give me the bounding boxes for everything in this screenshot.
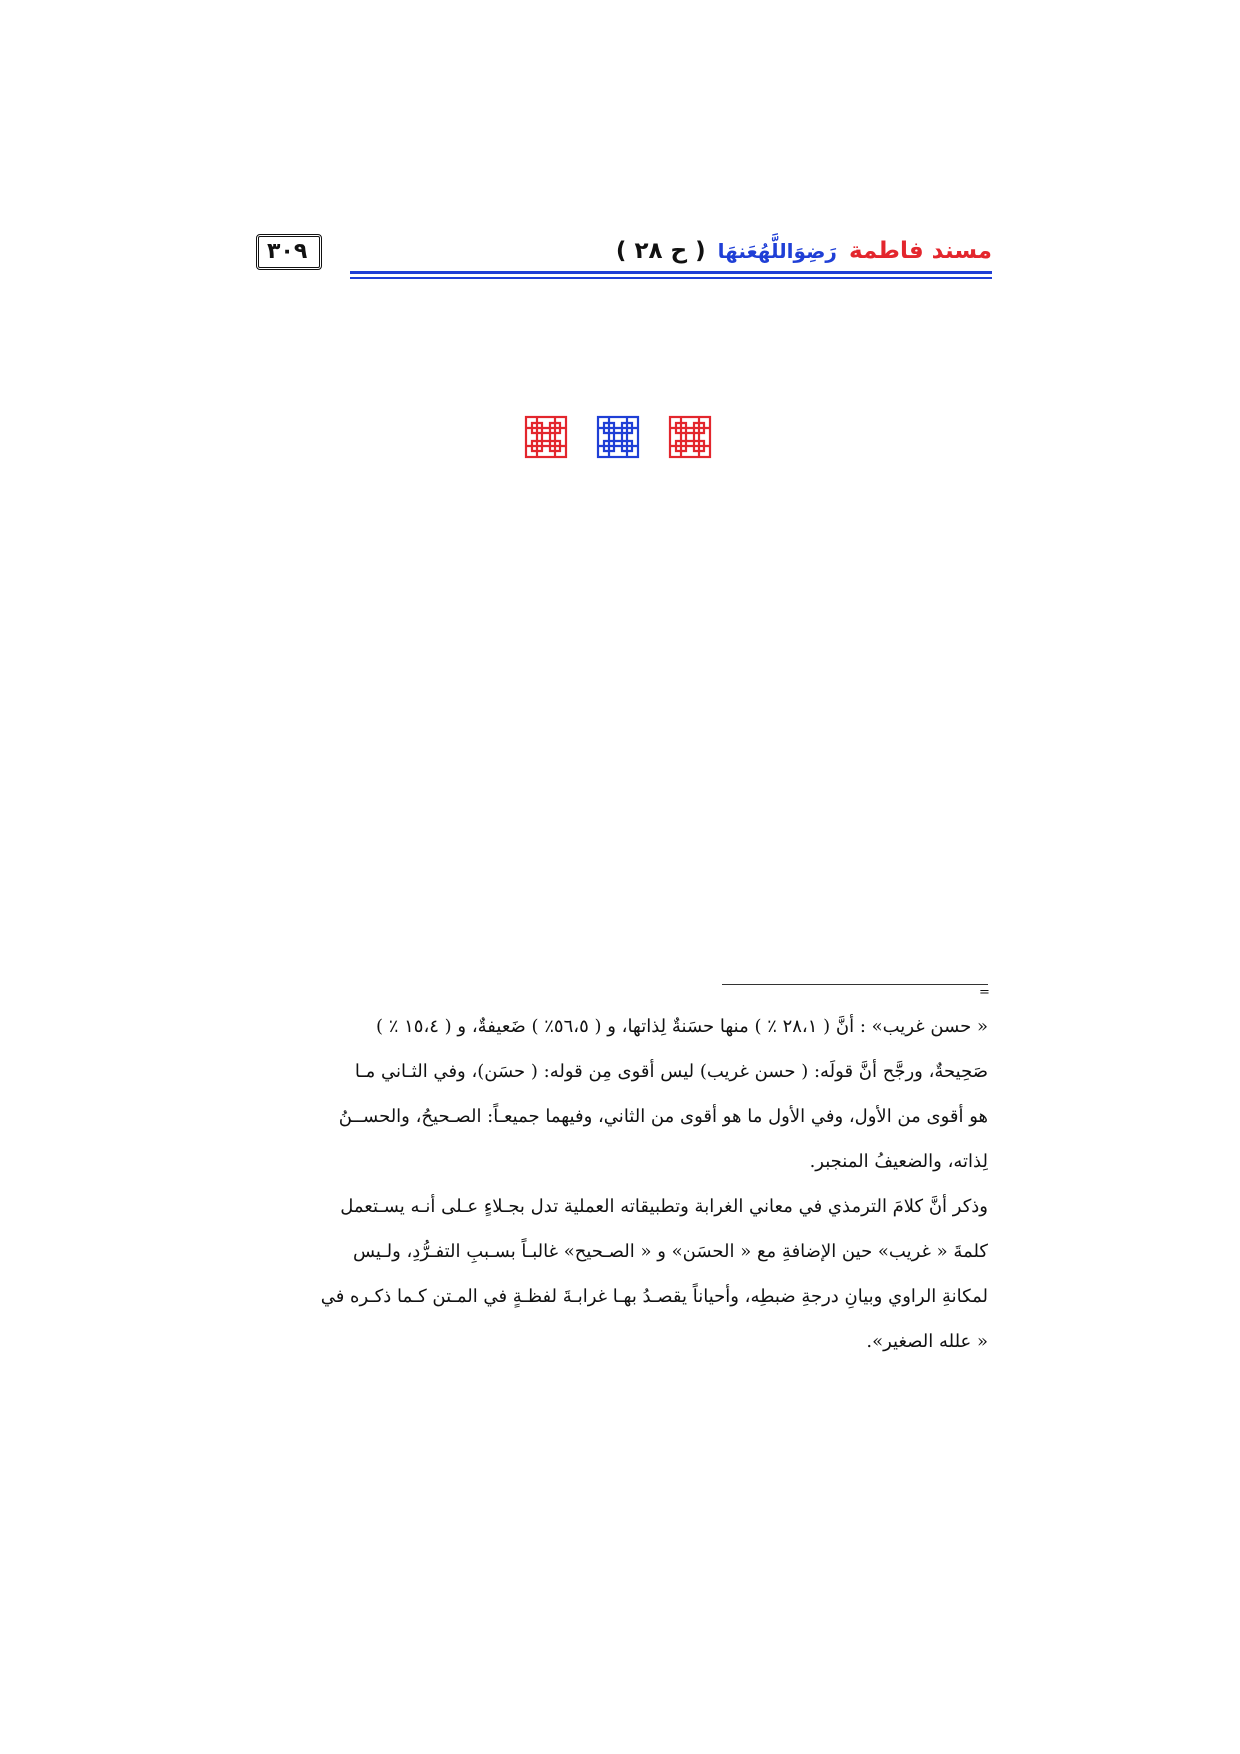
honorific-glyph: رَضِوَاللَّهُعَنهَا: [717, 239, 837, 263]
hadith-reference: ( ح ٢٨ ): [615, 238, 706, 264]
text-line: « حسن غريب» : أنَّ ( ٢٨،١ ٪ ) منها حسَنةٌ لِذاتها، و ( ٥٦،٥٪ ) ضَعيفةٌ، و ( ١٥،٤ ٪ ): [375, 1016, 988, 1037]
section-divider-ornaments: [524, 415, 714, 461]
knot-ornament-icon: [524, 415, 568, 459]
text-line: صَحِيحةٌ، ورجَّح أنَّ قولَه: ( حسن غريب) ليس أقوى مِن قوله: ( حسَن)، وفي الثـاني مـا: [354, 1061, 988, 1082]
header-rule: [350, 271, 992, 274]
text-line: وذكر أنَّ كلامَ الترمذي في معاني الغرابة وتطبيقاته العملية تدل بجـلاءٍ عـلى أنـه يسـتعمل: [340, 1196, 988, 1217]
page-number: ٣٠٩: [267, 239, 308, 264]
text-line: لمكانةِ الراوي وبيانِ درجةِ ضبطِه، وأحياناً يقصـدُ بهـا غرابـةَ لفظـةٍ في المـتن كـما ذكـره في: [320, 1286, 988, 1307]
running-title: [616, 238, 992, 264]
knot-ornament-icon: [596, 415, 640, 459]
footnote-continuation-marker: =: [979, 985, 990, 1000]
page-header: [250, 230, 992, 282]
header-rule-thin: [350, 277, 992, 279]
footnote-text: [250, 1004, 988, 1364]
page-number-frame: [256, 234, 322, 270]
footnote-separator: [722, 984, 988, 985]
knot-ornament-icon: [668, 415, 712, 459]
text-line: هو أقوى من الأول، وفي الأول ما هو أقوى من الثاني، وفيهما جميعـاً: الصـحيحُ، والحســنُ: [338, 1106, 988, 1127]
text-line: « علله الصغير».: [866, 1331, 988, 1352]
text-line: كلمةَ « غريب» حين الإضافةِ مع « الحسَن» و « الصـحيح» غالبـاً بسـببِ التفـرُّدِ، ولـيس: [352, 1241, 988, 1262]
text-line: لِذاته، والضعيفُ المنجبر.: [809, 1151, 988, 1172]
paragraph: [250, 1004, 988, 1184]
book-title: مسند فاطمة: [848, 238, 992, 264]
paragraph: [250, 1184, 988, 1364]
